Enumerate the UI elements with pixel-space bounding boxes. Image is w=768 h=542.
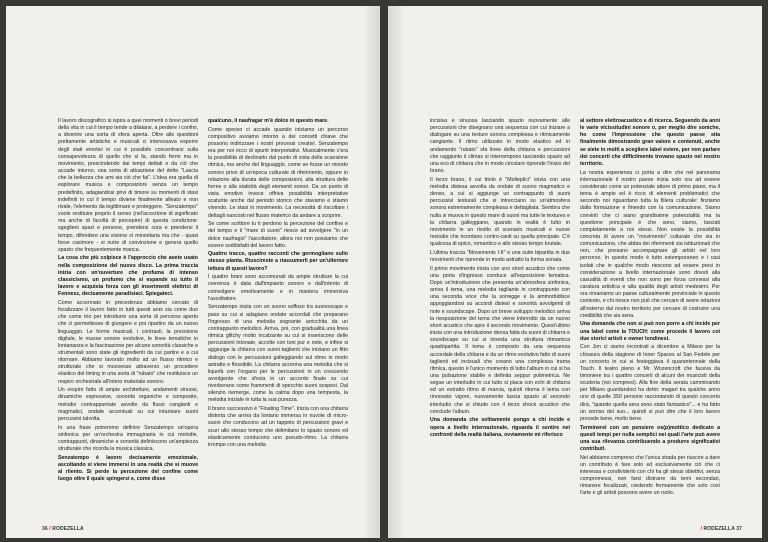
left-page (6, 6, 380, 538)
body-paragraph: Nei abbiamo compreso che l'unica strada per riuscire a dare un contributo è fare solo ed esclusivamente ciò che ci interessa e condividerlo con chi ha gli stessi obiettivi, senza compromessi, non farsi distrarre da temi secondari, rimanere focalizzati, credendo fermamente che solo così l'arte e gli artisti possono avere un ruolo. (580, 454, 720, 497)
body-paragraph: Come accennato in precedenza abbiamo cercato di focalizzare il lavoro fatto in tutti questi anni sia come duo che come trio per introdurre una sorta di percorso aperto che ci permettesse di giungere e poi ripartire da un nuovo linguaggio. Le forme musicali, i contrasti, la precisione digitale, le masse sonore evolutive, le linee temaliche in lontananza e la fascinazione per alcune sonorità classiche e strumentali sono state gli ingredienti da cui partire e a cui ritornare. Abbiamo lavorato molto ad un flusso ritmico e strutturale che si muovesse attraverso un procedere elastico del timing in una sorta di "rubato" che restituisce un respiro orchestrale all'intero materiale sonoro. (58, 299, 198, 385)
question-paragraph: Senzatempo è lavoro decisamente emozionale, ascoltando si viene immersi in una realtà che si muove al rilento. Si perde la percezione del confine come luogo oltre il quale spingersi e, come disse (58, 454, 198, 483)
body-paragraph: Con Jon ci siamo incontrati a dicembre a Milano per la chiusura della stagione di Inner Spaces al San Fedele per un concerto in cui si festeggiava il quarantennale della Touch. Il teatro pieno e Mr. Wozencroft che faceva da timoniere tra i quattro concerti di alcuni dei musicisti della scuderia (noi compresi). Alla fine della serata camminando per Milano guardandoci ha detto: magari tra qualche anno uno di quelle 350 persone raccontando di questo concerto dirà, "quando quella sera sono stato fantastico"... e ha fatto un sorriso del suo... quindi si può dire che il loro lavoro procede bene, molto bene. (580, 344, 720, 422)
folio-left (42, 526, 84, 532)
body-paragraph: I quattro brani sono accomunati da ampie strutture la cui coerenza è data dall'impianto sonoro e dall'intento di coinvolgere emotivamente e in maniera immersiva l'ascoltatore. (208, 274, 348, 302)
body-paragraph: L'ultima traccia "Movements I-II" e una suite bipartita in due movimenti che riprende in modo astratto la forma sonata. (430, 249, 570, 263)
page-number: 37 (736, 526, 742, 532)
question-paragraph: Una domanda che non si può non porre a chi incide per una label come la TOUCH: come procede il lavoro coi due storici artisti e owner londinesi. (580, 321, 720, 342)
magazine-name: RODEZELLA (703, 526, 735, 532)
body-paragraph: Come spesso ci accade quando iniziamo un percorso compositivo avviamo intorno a dei concetti chiave che possono indirizzare i nostri processi creativi. Senzatempo era per noi ricco di spunti interpretativi. Musicalmente c'era la possibilità di declinarlo dal punto di vista della scansione ritmica, ma anche del linguaggio, come se fosse un mondo sonoro privo di un'epoca culturale di riferimento, oppure in relazione alla durata delle composizioni, alla struttura delle forme o alla staticità degli elementi sonori. Da un punto di vista emotivo invece offriva possibilità interpretative scaturite anche dal periodo storico che stavamo e stiamo vivendo. Le stasi in movimento. La necessità di riscoltare i dettagli nascosti nel flusso materico da andare a scoprire. (208, 126, 348, 219)
folio-right (700, 526, 742, 532)
body-paragraph: Il primo movimento inizia con uno short acustico che come una porta d'ingresso conduce all'esposizione tematica. Dopo un'introduzione che presenta un'atmosfera sinfonica, arriva il tema, una melodia tagliante in contrappunto con una seconda voce che la sorregge e la ammorbidisce appoggiandosi su accordi distesi e sonorità avvolgenti di note e soundscape. Dopo un breve sviluppo melodico arriva la riesposizione del tema che viene interrotto da un nuovo short acustico che apre il secondo movimento. Quest'ultimo inizia con una introduzione densa fatta da suoni di chitarra e soundscape su cui si innesta una struttura ritmamica quadripartita. Il tema è composto da una sequenza accordale della chitarra e da un ritmo evolutivo fatto di suoni taglienti ed incisuali che creano una complessa trama ritmica, questo è l'unico momento di tutto l'album in cui si ha una pulsazione stabile e definita seppur polimetrica. Ne segue un interludio in cui tutto si placa con echi di chitarra ed un estratto ritmo di marcia, quindi ritorna il tema con rinnovato vigore, nuovamente lascia spazio al secondo interludio che si chiude con il terzo shock acustico che conclude l'album. (430, 265, 570, 415)
body-paragraph: Il lavoro discografico si ispira a quei momenti o brevi periodi della vita in cui il tempo tende a dilatarsi, a perdere i confini, a divenire una sorta di sfera aperta. Oltre alle questioni prettamente artistiche e musicali ci interessava esporre degli stati emotivi in cui è possibile concentrarsi sulla consapevolezza di quello che si fa, stando fermi ma in movimento, prescindendo dai tempi dettati e da ciò che accade intorno, una sorta di attuazione del detto "Lascia che la bellezza che ami sia ciò che fai". L'idea era quella di esplorare musica e composizioni senza un tempo predefinito, adagiandosi privi di timore su momenti di stasi indefiniti in cui il tempo diviene finalmente alleato e non rivale, l'elemento da legittimare e proteggere. "Senzatempo" vuole restituire proprio il senso (nel'accezione di significato ma anche di facoltà di percepire) di questa condizione: sgeglieni spazi e persone, prendersi cura e prendersi il tempo, difendere una visione sì minoritaria ma che - quasi forse casimore - si nutre di convinzione e genera quello spazio che frequentemente manca. (58, 118, 198, 253)
body-paragraph: Se come scrittore tu ti perdono la percezione del confine e del tempo e il "mare di suoni" riesce ad avvolgere "in un dolce naufragio" l'ascoltatore, allora noi non possiamo che essere soddisfatti del lavoro fatto. (208, 221, 348, 249)
page-number: 36 (42, 526, 48, 532)
body-paragraph: Senzatempo inizia con un suono soffuso tra suonoscape e pass su cui si adagiano ondate accordali che preparano l'ingresso di una melodia sognante arricchita da un contrappunto melodico. Arriva, poi, con gradualità una linea ritmica glitchy molto incalzante su cui si inseriscono delle percussioni intonate, accolte con toni pur e note, e infine si aggiunge la chitarra con suoni taglienti che iniziano un fitto dialogo con le percussioni galleggiando sul ritmo in modo astratto e flessibile. La chitarra accenna una melodia che si liquefà con l'organo per le percussioni in un crescendo avvolgente che sfocia in un accordo finale su cui riverberano come frammenti di specchio suoni sospesi. Dal silenzio riemerge, come la calma dopo una tempesta, la melodia iniziale in tutta la sua purezza. (208, 304, 348, 404)
column-2 (208, 118, 348, 522)
question-paragraph: qualcuno, il naufragar m'è dolce in questo mare. (208, 118, 329, 124)
gutter-shadow (362, 6, 380, 538)
question-paragraph: Quattro tracce, quattro racconti che germogliano sullo stesso pianta. Riuscireste a riassumerli per un'ulteriore lettura di questi lavoro? (208, 251, 348, 272)
gutter-shadow (388, 6, 406, 538)
folio-separator: / (700, 526, 702, 532)
body-paragraph: Il brano successivo è "Floating Time". Inizia con una chitarra distorta che arriva da lontano immersa in nuvole di micro-suoni che conducono ad un tappeto di percussioni gravi e scuri allo stesso tempo che delimitano lo spazio sonoro ed elasticamente conducono uno pseudo-ritmo. La chitarra irrompe con una melodia (208, 406, 348, 448)
body-paragraph: La nostra esperienza ci porta a dire che nel panorama internazionale il nostro paese inizia solo ora ad essere considerato come un potenziale attore di primo piano, ma il tema è ampio ed è ricco di elementi problematici che secondo noi riguardano tutta la filiera culturale: finziamo dalla formazione e finendo con la comunicazione. Siamo convinti che ci siano grandissime potenzialità ma la questione principale è che sono, siamo, lasciati completamente a noi stessi. Non esiste la possibilità concreta di avere un "movimento" culturale che sia in comunicazione, che abbia dei riferimenti sia istituzionali che non, che possano accompagnare gli artisti nel loro percorso. In questo modo è tutto estemporaneo e i casi isolati che in qualche modo riescono ad essere presi in considerazione a livello internazionale sono dovuti alla casualità di eventi che non sono per forza connessi alla caratura artistica e alla qualità degli artisti medesimi. Per ora rimaniamo un paese culturalmente provinciale in questo contesto, e chi riesce non può che cercare di avere relazioni all'esterno dal nostro territorio per cercare di costruire una credibilità che sia seria. (580, 169, 720, 319)
column-1 (58, 118, 198, 522)
magazine-name: RODEZELLA (52, 526, 84, 532)
question-paragraph: La cosa che più colpisce è l'approccio che avete usato nella composizione del nuovo disco. La prima traccia inizia con un'ouverture che profuma di intenso classicismo, un profumo che si espande su tutto il lavoro e acquista forza con gli inserimenti elettrici di Fennesz, decisamente paradisiaci. Spiegateci. (58, 255, 198, 298)
body-paragraph: Il terzo brano, il cui titolo è "Molteplici" inizia con una melodia distesa avvolta da ondate di suono magmatico e denso, a cui si aggiunge un contrappunto di suoni percussivi testurali che si intrecciano su un'atmosfera sonora estremamente complessa e dettagliata. Sembra che nulla si muova in questo mare di suoni ma tutte le textures e la chitarra galleggiano, quando in realtà è tutto in movimento in un rivolto di scenario musicali e nuove melodie che ricordano contro-canti su quella principale. C'è qualcosa di epico, romantico e allo stesso tempo brutale. (430, 176, 570, 248)
column-3 (430, 118, 570, 522)
body-paragraph: incisiva e sinuosa lasciando spazio nuovamente alle percussioni che disegnano una sequenza con cui iniziare a dialogare su una texture sonora complessa e ritmicamente cangiante. Il ritmo utilizzato in modo elastico ed in andamento "rubato" sfa linee della chitarra e percussioni che raggiunto il climax si interrompono lasciando spazio ad una eco di chitarra che in modo circolare riprende l'inizio del brano. (430, 118, 570, 175)
question-paragraph: al settore elettroacustico e di ricerca. Seguendo da anni le varie vicissitudini sonore o, per meglio dire soniche, ho come l'impressione che questo paese stia finalmente dimostrando gran valore e contenuti, anche se siete in molti a scegliere label estere, per non parlare dei concerti che difficilmente trovano spazio nel nostro territorio. (580, 118, 720, 167)
column-4 (580, 118, 720, 522)
body-paragraph: Un respiro fatto di ampie architetture, andamenti sinuosi, dinamiche espressive, sonorità organiche e composite, melodie contrappuntate avvolte da flussi cangianti e magmatici, ondate accentuali su cui intarsiare suoni percussivi talvolta. (58, 387, 198, 422)
folio-separator: / (49, 526, 51, 532)
question-paragraph: Una domanda che solitamente pongo a chi incide e opera a livello internazionale, riguarda il sentire nei confronti della realtà italiana, ovviamente mi riferisco (430, 417, 570, 438)
right-page (388, 6, 762, 538)
question-paragraph: Terminerei con un pensiero os(p)mottico dedicato a questi tempi per nulla semplici nei quali l'arte può avere una sua rilevanza contribuendo a produrre significativi contributi. (580, 424, 720, 453)
body-paragraph: In una frase potremmo definire Senzatempo un'opera sinfonica per un'orchestra immaginaria in cui melodie, contrappunti, dinamiche e sonorità definiscono un'ampiezza strutturale che ricorda la musica classica. (58, 424, 198, 453)
